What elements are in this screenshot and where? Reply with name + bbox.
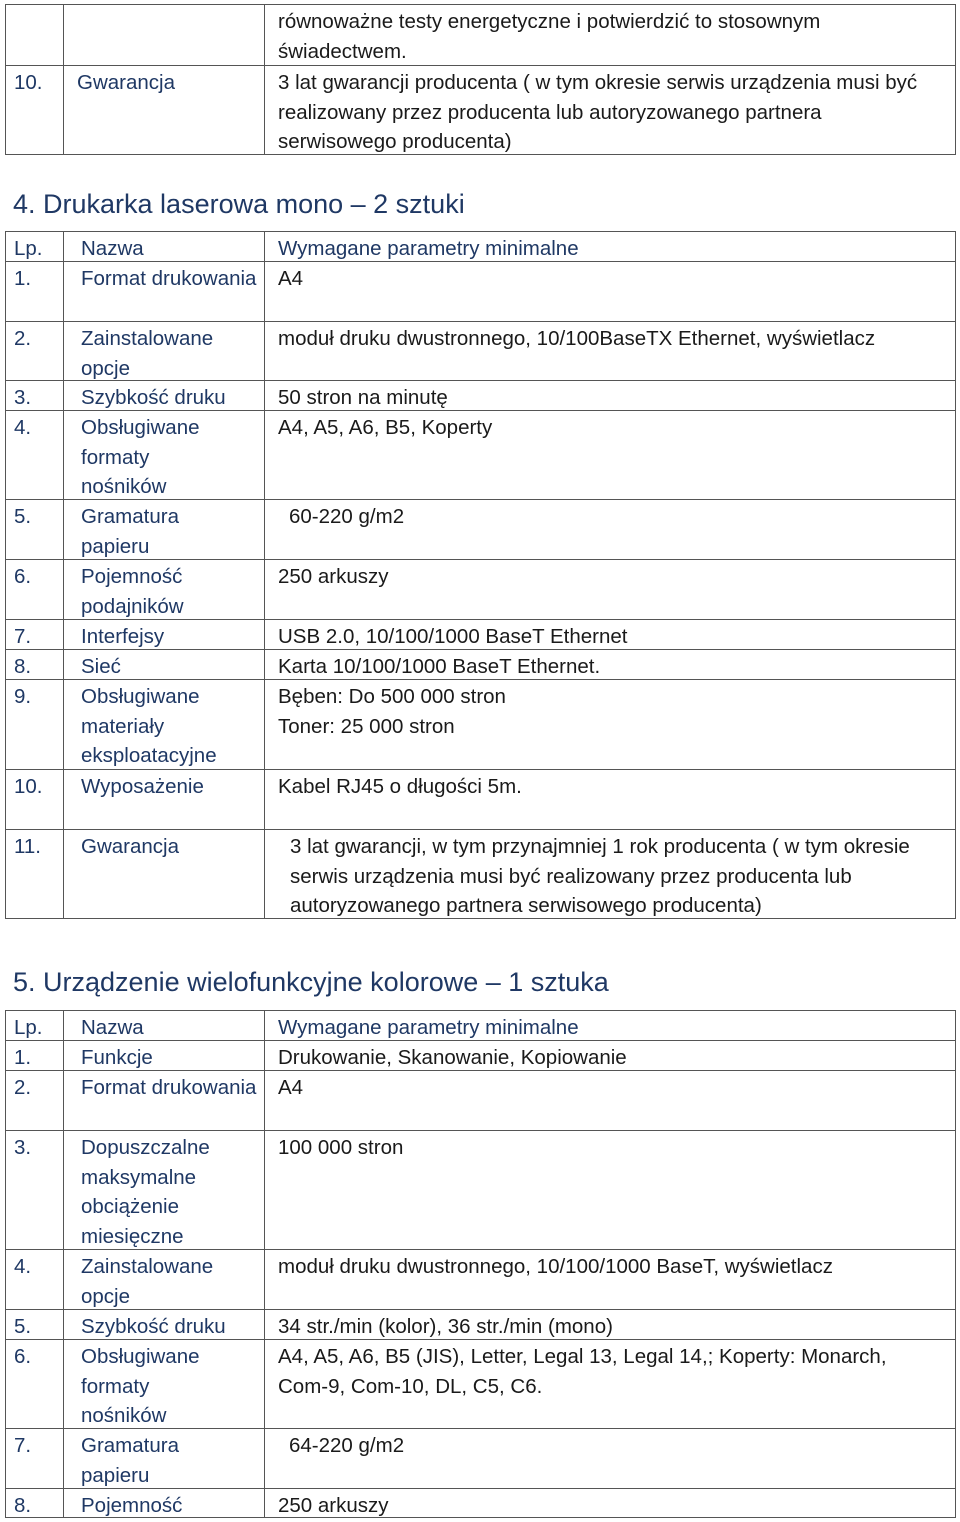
row-value: A4 [278, 1076, 304, 1099]
row-lp: 9. [6, 680, 64, 769]
table-row [5, 410, 956, 499]
row-lp: 8. [6, 1489, 64, 1517]
table-row [5, 1130, 956, 1249]
row-value: Karta 10/100/1000 BaseT Ethernet. [278, 655, 601, 678]
table-row [5, 1070, 956, 1130]
row-name: Interfejsy [64, 620, 265, 649]
header-name: Nazwa [64, 232, 265, 261]
row-value: moduł druku dwustronnego, 10/100/1000 BaseT, wyświetlacz [278, 1255, 833, 1278]
table-row [5, 829, 956, 919]
table-row [5, 769, 956, 829]
section-5-title: 5. Urządzenie wielofunkcyjne kolorowe – 1 sztuka [13, 967, 609, 997]
row-value: moduł druku dwustronnego, 10/100BaseTX Ethernet, wyświetlacz [278, 327, 876, 350]
row-value: USB 2.0, 10/100/1000 BaseT Ethernet [278, 625, 628, 648]
row-value: 3 lat gwarancji producenta ( w tym okresie serwis urządzenia musi być realizowany przez producenta lub autoryzowanego partnera serwisowego producenta) [278, 71, 918, 154]
table-row [5, 65, 956, 155]
row-lp: 4. [6, 411, 64, 499]
row-lp: 5. [6, 1310, 64, 1339]
row-name: Format drukowania [64, 262, 265, 321]
row-lp: 10. [6, 770, 64, 829]
row-lp: 3. [6, 1131, 64, 1249]
row-name: Pojemność podajników [64, 560, 265, 619]
table-row [5, 380, 956, 410]
table-header [5, 231, 956, 261]
header-name: Nazwa [64, 1011, 265, 1040]
row-lp: 5. [6, 500, 64, 559]
row-value: równoważne testy energetyczne i potwierdzić to stosownym świadectwem. [278, 10, 821, 63]
row-lp: 2. [6, 322, 64, 380]
table-row [5, 261, 956, 321]
table-row [5, 1040, 956, 1070]
row-lp: 3. [6, 381, 64, 410]
table-section-4 [5, 231, 956, 919]
table-row [5, 499, 956, 559]
table-row [5, 619, 956, 649]
row-value: 34 str./min (kolor), 36 str./min (mono) [278, 1315, 613, 1338]
header-value: Wymagane parametry minimalne [278, 1016, 579, 1039]
table-row [5, 559, 956, 619]
row-name: Format drukowania [64, 1071, 265, 1130]
row-value: 3 lat gwarancji, w tym przynajmniej 1 rok producenta ( w tym okresie serwis urządzenia musi być realizowany przez producenta lub autoryzowanego partnera serwisowego producenta) [290, 835, 910, 918]
row-name: Gramatura papieru [64, 500, 265, 559]
section-4-title: 4. Drukarka laserowa mono – 2 sztuki [13, 189, 465, 219]
row-name: Zainstalowane opcje [64, 1250, 265, 1309]
table-row [5, 649, 956, 679]
row-value: Drukowanie, Skanowanie, Kopiowanie [278, 1046, 627, 1069]
table-header [5, 1010, 956, 1040]
row-value: 64-220 g/m2 [289, 1434, 405, 1457]
header-lp: Lp. [6, 232, 64, 261]
row-value: A4 [278, 267, 304, 290]
row-value: 50 stron na minutę [278, 386, 448, 409]
row-value: Kabel RJ45 o długości 5m. [278, 775, 522, 798]
row-name: Szybkość druku [64, 1310, 265, 1339]
row-name: Obsługiwane formaty nośników [64, 1340, 265, 1428]
row-value: A4, A5, A6, B5, Koperty [278, 416, 493, 439]
row-lp: 2. [6, 1071, 64, 1130]
row-value: Bęben: Do 500 000 stron Toner: 25 000 stron [278, 685, 506, 738]
row-name: Szybkość druku [64, 381, 265, 410]
row-name: Dopuszczalne maksymalne obciążenie miesięczne [64, 1131, 265, 1249]
row-name: Obsługiwane materiały eksploatacyjne [64, 680, 265, 769]
row-lp: 8. [6, 650, 64, 679]
row-value: A4, A5, A6, B5 (JIS), Letter, Legal 13, Legal 14,; Koperty: Monarch, Com-9, Com-10, DL, C5, C6. [278, 1345, 887, 1398]
table-row [5, 1249, 956, 1309]
row-name: Gramatura papieru [64, 1429, 265, 1488]
table-row [5, 1428, 956, 1488]
row-lp [6, 5, 64, 65]
row-lp: 7. [6, 1429, 64, 1488]
header-lp: Lp. [6, 1011, 64, 1040]
row-name: Zainstalowane opcje [64, 322, 265, 380]
row-name: Pojemność [64, 1489, 265, 1517]
table-row [5, 1488, 956, 1518]
row-name: Funkcje [64, 1041, 265, 1070]
row-name [64, 5, 265, 65]
row-value: 250 arkuszy [278, 1494, 389, 1517]
table-row [5, 1339, 956, 1428]
row-name: Gwarancja [64, 66, 265, 154]
row-name: Gwarancja [64, 830, 265, 918]
table-section-5 [5, 1010, 956, 1518]
row-lp: 6. [6, 1340, 64, 1428]
row-value: 250 arkuszy [278, 565, 389, 588]
header-value: Wymagane parametry minimalne [278, 237, 579, 260]
table-top [5, 4, 956, 155]
row-value: 60-220 g/m2 [289, 505, 405, 528]
row-name: Sieć [64, 650, 265, 679]
row-name: Wyposażenie [64, 770, 265, 829]
table-row [5, 321, 956, 380]
row-lp: 11. [6, 830, 64, 918]
row-lp: 10. [6, 66, 64, 154]
row-lp: 7. [6, 620, 64, 649]
table-row [5, 679, 956, 769]
row-lp: 1. [6, 262, 64, 321]
table-row [5, 1309, 956, 1339]
row-name: Obsługiwane formaty nośników [64, 411, 265, 499]
row-lp: 6. [6, 560, 64, 619]
row-lp: 4. [6, 1250, 64, 1309]
row-value: 100 000 stron [278, 1136, 404, 1159]
table-row [5, 4, 956, 65]
row-lp: 1. [6, 1041, 64, 1070]
